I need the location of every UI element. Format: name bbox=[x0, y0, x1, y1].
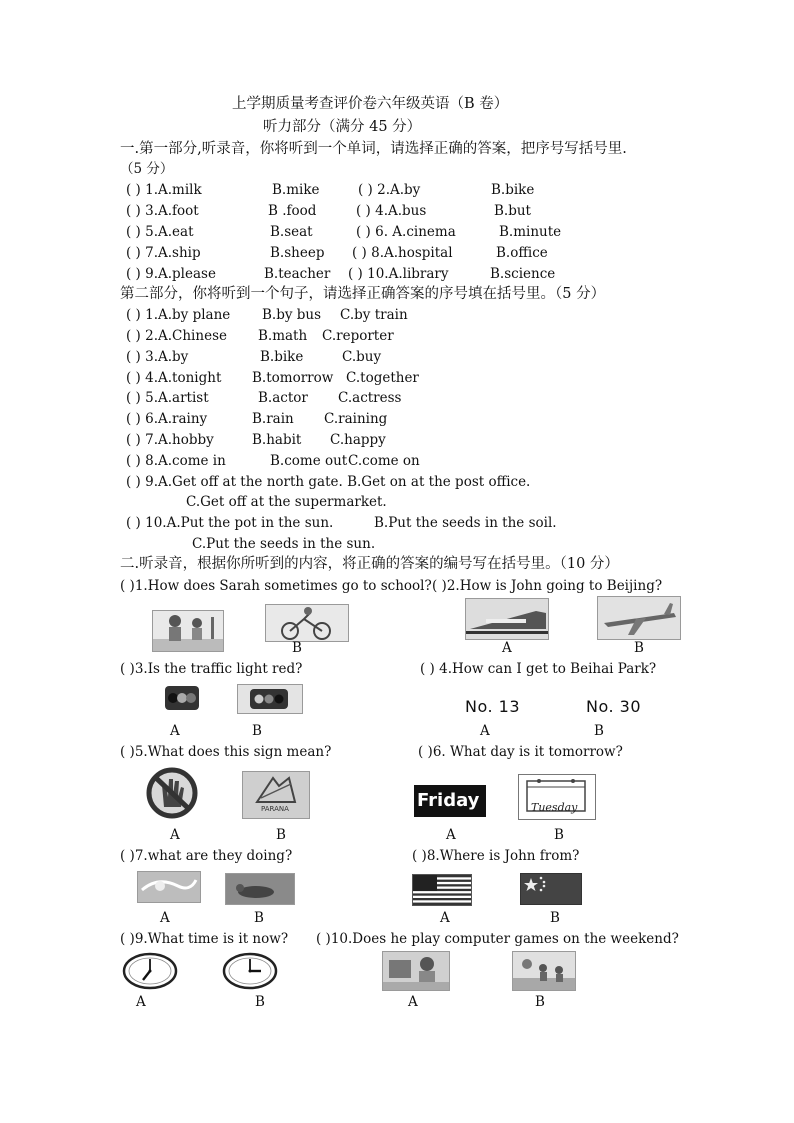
part2-row-4-c: C.together bbox=[346, 370, 419, 386]
question-6: ( )6. What day is it tomorrow? bbox=[418, 744, 623, 760]
part2-row-8-c: C.come on bbox=[348, 453, 420, 469]
question-5: ( )5.What does this sign mean? bbox=[120, 744, 332, 760]
train-image bbox=[465, 598, 549, 640]
part2-row-6-c: C.raining bbox=[324, 411, 388, 427]
part2-row-3-b: B.bike bbox=[260, 349, 304, 365]
part1-row-1-a: ( ) 1.A.milk bbox=[126, 182, 202, 198]
part2-row-2-a: ( ) 2.A.Chinese bbox=[126, 328, 227, 344]
part2-row-8-b: B.come out bbox=[270, 453, 348, 469]
q5-option-a-label: A bbox=[170, 827, 180, 843]
part2-row-3-c: C.buy bbox=[342, 349, 382, 365]
part1-row-5-c: ( ) 10.A.library bbox=[348, 266, 449, 282]
part2-row-3-a: ( ) 3.A.by bbox=[126, 349, 189, 365]
outdoor-play-image bbox=[512, 951, 576, 991]
page-subtitle: 听力部分（满分 45 分） bbox=[263, 119, 422, 135]
bus-number-b: No. 30 bbox=[586, 697, 642, 716]
part2-row-5-a: ( ) 5.A.artist bbox=[126, 390, 209, 406]
part1-row-4-d: B.office bbox=[496, 245, 548, 261]
traffic-light-a-image bbox=[163, 684, 201, 712]
question-9: ( )9.What time is it now? bbox=[120, 931, 289, 947]
q8-option-a-label: A bbox=[440, 910, 450, 926]
clock-a-icon bbox=[122, 952, 178, 990]
part1-row-3-d: B.minute bbox=[499, 224, 562, 240]
question-4: ( ) 4.How can I get to Beihai Park? bbox=[420, 661, 657, 677]
walking-kids-image bbox=[152, 610, 224, 652]
parana-sign-image bbox=[242, 771, 310, 819]
part1-row-5-d: B.science bbox=[490, 266, 556, 282]
part1-row-5-a: ( ) 9.A.please bbox=[126, 266, 216, 282]
part2-row-2-b: B.math bbox=[258, 328, 308, 344]
clock-b-icon bbox=[222, 952, 278, 990]
part1-row-3-c: ( ) 6. A.cinema bbox=[356, 224, 456, 240]
friday-card-image bbox=[414, 785, 486, 817]
part2-row-6-b: B.rain bbox=[252, 411, 294, 427]
part2-row-2-c: C.reporter bbox=[322, 328, 394, 344]
part2-row-5-b: B.actor bbox=[258, 390, 308, 406]
part1-score: （5 分） bbox=[120, 161, 174, 177]
q9-option-a-label: A bbox=[136, 994, 146, 1010]
part1-row-1-d: B.bike bbox=[491, 182, 535, 198]
part1-row-1-c: ( ) 2.A.by bbox=[358, 182, 421, 198]
q6-option-a-label: A bbox=[446, 827, 456, 843]
part3-heading: 二.听录音，根据你所听到的内容，将正确的答案的编号写在括号里。（10 分） bbox=[120, 556, 619, 572]
traffic-light-b-image bbox=[237, 684, 303, 714]
question-3: ( )3.Is the traffic light red? bbox=[120, 661, 303, 677]
part1-row-4-c: ( ) 8.A.hospital bbox=[352, 245, 453, 261]
part1-row-3-b: B.seat bbox=[270, 224, 313, 240]
part2-row-7-b: B.habit bbox=[252, 432, 302, 448]
q4-option-b-label: B bbox=[594, 723, 604, 739]
part1-row-2-c: ( ) 4.A.bus bbox=[356, 203, 427, 219]
q1-option-b-label: B bbox=[292, 640, 302, 656]
q3-option-a-label: A bbox=[170, 723, 180, 739]
question-1: ( )1.How does Sarah sometimes go to school? bbox=[120, 578, 432, 594]
part2-heading: 第二部分，你将听到一个句子，请选择正确答案的序号填在括号里。（5 分） bbox=[120, 286, 606, 302]
q4-option-a-label: A bbox=[480, 723, 490, 739]
bike-kids-image bbox=[265, 604, 349, 642]
part1-row-1-b: B.mike bbox=[272, 182, 320, 198]
no-touching-sign-image bbox=[136, 767, 208, 819]
part2-q10-line1b: B.Put the seeds in the soil. bbox=[374, 515, 557, 531]
part2-row-4-b: B.tomorrow bbox=[252, 370, 334, 386]
computer-boy-image bbox=[382, 951, 450, 991]
q7-option-b-label: B bbox=[254, 910, 264, 926]
page-title: 上学期质量考查评价卷六年级英语（B 卷） bbox=[232, 96, 509, 112]
china-flag-icon bbox=[520, 873, 582, 905]
q9-option-b-label: B bbox=[255, 994, 265, 1010]
part2-row-1-c: C.by train bbox=[340, 307, 408, 323]
part1-row-2-d: B.but bbox=[494, 203, 531, 219]
q5-option-b-label: B bbox=[276, 827, 286, 843]
friday-text: Friday bbox=[417, 790, 480, 811]
part2-row-1-a: ( ) 1.A.by plane bbox=[126, 307, 231, 323]
tuesday-text: Tuesday bbox=[531, 801, 578, 814]
q8-option-b-label: B bbox=[550, 910, 560, 926]
q2-option-b-label: B bbox=[634, 640, 644, 656]
question-10: ( )10.Does he play computer games on the weekend? bbox=[316, 931, 679, 947]
part1-heading: 一.第一部分,听录音，你将听到一个单词，请选择正确的答案，把序号写括号里. bbox=[120, 141, 627, 157]
q7-option-a-label: A bbox=[160, 910, 170, 926]
part2-row-8-a: ( ) 8.A.come in bbox=[126, 453, 226, 469]
part2-row-1-b: B.by bus bbox=[262, 307, 322, 323]
part2-row-7-a: ( ) 7.A.hobby bbox=[126, 432, 214, 448]
part1-row-2-b: B .food bbox=[268, 203, 317, 219]
question-7: ( )7.what are they doing? bbox=[120, 848, 293, 864]
question-8: ( )8.Where is John from? bbox=[412, 848, 580, 864]
q3-option-b-label: B bbox=[252, 723, 262, 739]
q2-option-a-label: A bbox=[502, 640, 512, 656]
part2-row-7-c: C.happy bbox=[330, 432, 386, 448]
q6-option-b-label: B bbox=[554, 827, 564, 843]
part1-row-5-b: B.teacher bbox=[264, 266, 331, 282]
part2-q10-line2: C.Put the seeds in the sun. bbox=[192, 536, 376, 552]
parana-sign-text: PARANA bbox=[261, 805, 289, 813]
part1-row-4-b: B.sheep bbox=[270, 245, 325, 261]
q10-option-b-label: B bbox=[535, 994, 545, 1010]
part2-q9-line1: ( ) 9.A.Get off at the north gate. B.Get on at the post office. bbox=[126, 474, 531, 490]
part2-row-4-a: ( ) 4.A.tonight bbox=[126, 370, 222, 386]
part2-row-6-a: ( ) 6.A.rainy bbox=[126, 411, 208, 427]
part2-row-5-c: C.actress bbox=[338, 390, 402, 406]
plane-image bbox=[597, 596, 681, 640]
part1-row-2-a: ( ) 3.A.foot bbox=[126, 203, 199, 219]
tuesday-calendar-image bbox=[518, 774, 596, 820]
part2-q9-line2: C.Get off at the supermarket. bbox=[186, 494, 387, 510]
part1-row-4-a: ( ) 7.A.ship bbox=[126, 245, 201, 261]
part2-q10-line1: ( ) 10.A.Put the pot in the sun. bbox=[126, 515, 334, 531]
activity-a-image bbox=[137, 871, 201, 903]
question-2: ( )2.How is John going to Beijing? bbox=[432, 578, 663, 594]
activity-b-image bbox=[225, 873, 295, 905]
q10-option-a-label: A bbox=[408, 994, 418, 1010]
part1-row-3-a: ( ) 5.A.eat bbox=[126, 224, 194, 240]
usa-flag-icon bbox=[412, 874, 472, 906]
bus-number-a: No. 13 bbox=[465, 697, 521, 716]
